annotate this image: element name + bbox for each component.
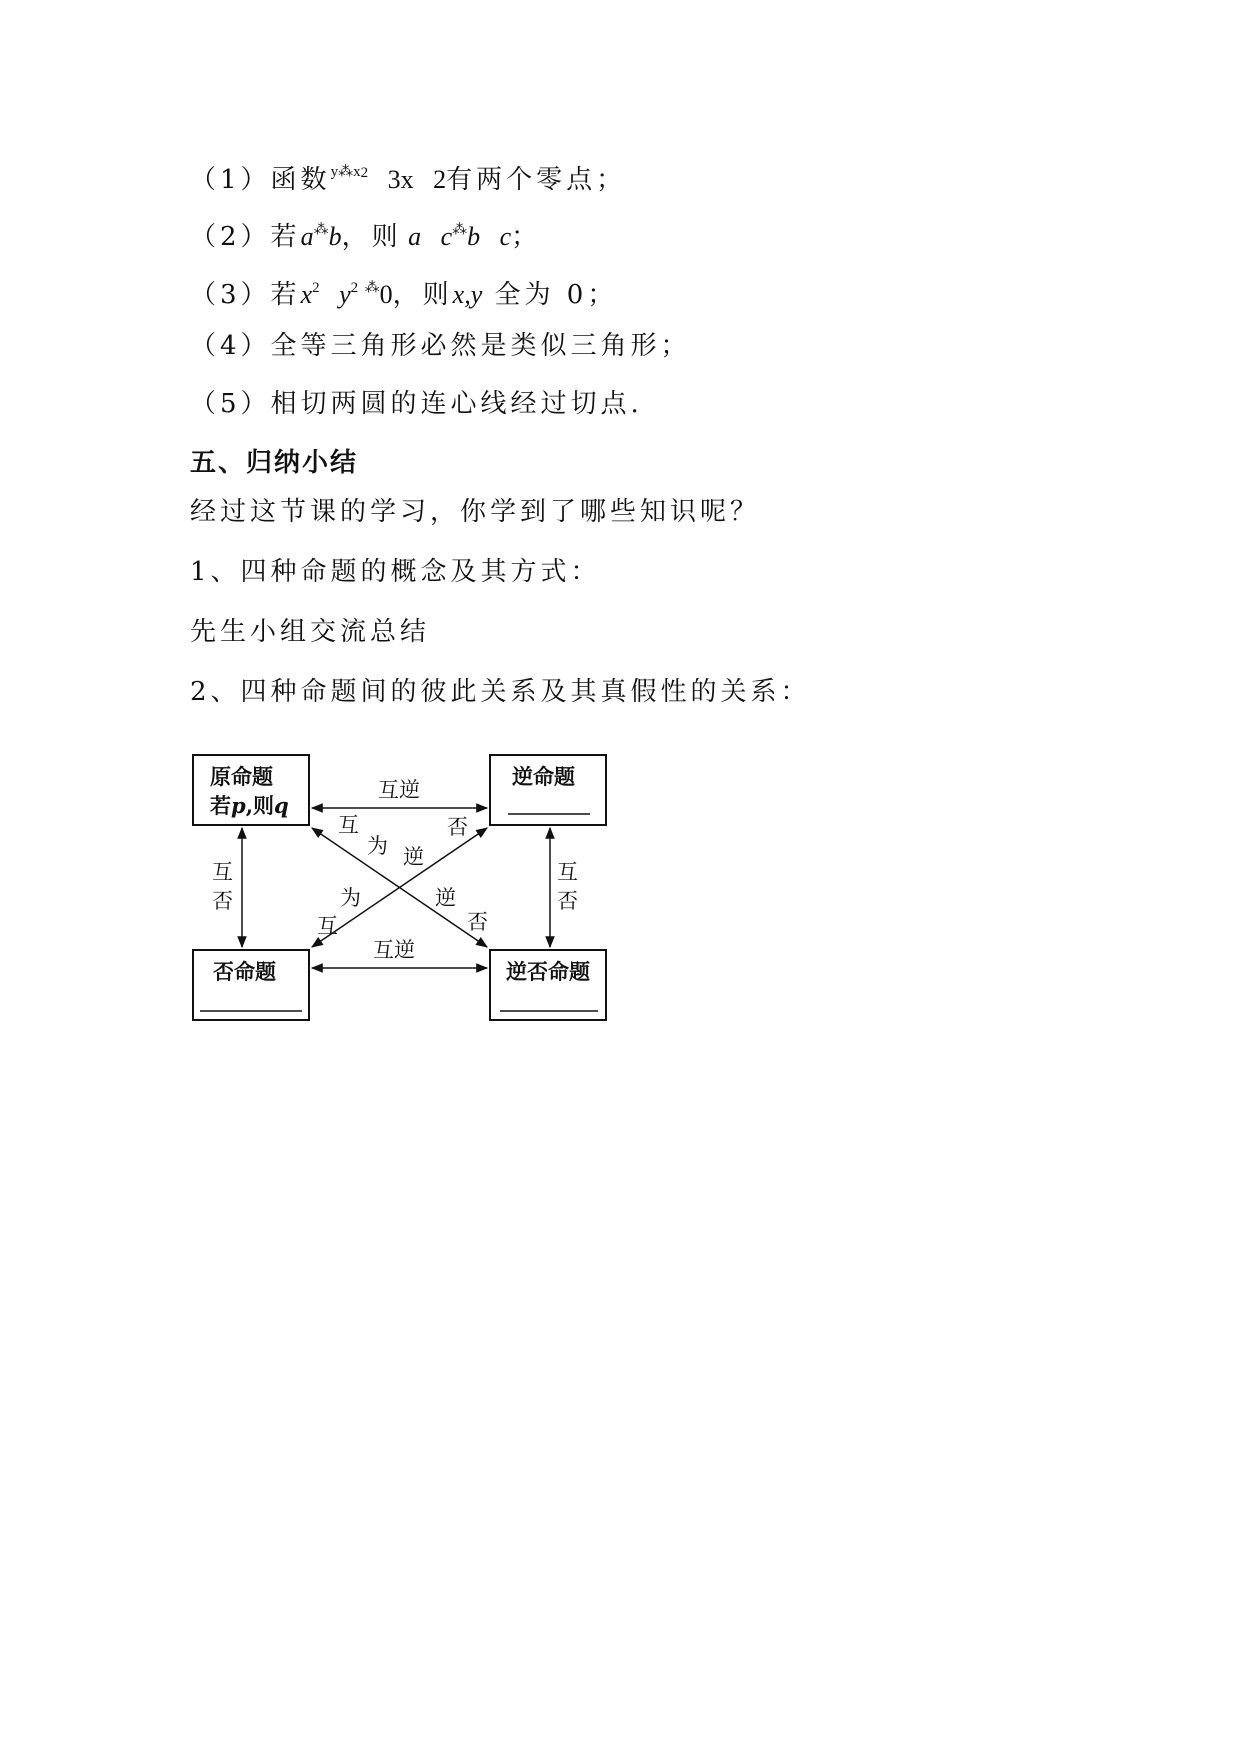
item-5-text: 相切两圆的连心线经过切点. bbox=[270, 389, 643, 419]
item-3-prefix: 若 bbox=[270, 280, 301, 310]
item-4-text: 全等三角形必然是类似三角形； bbox=[270, 331, 691, 361]
item-1-suffix: 有两个零点； bbox=[446, 165, 627, 195]
item-4-number: （4） bbox=[190, 331, 271, 361]
item-3-formula-2: x,y bbox=[452, 280, 483, 309]
item-3-middle: ，则 bbox=[392, 280, 453, 310]
item-1 bbox=[190, 155, 626, 197]
item-1-prefix: 函数 bbox=[270, 165, 331, 195]
item-3-suffix: 全为 0； bbox=[494, 280, 618, 310]
diagonal-a-label-4: 否 bbox=[447, 815, 468, 839]
summary-question: 经过这节课的学习，你学到了哪些知识呢？ bbox=[190, 497, 761, 527]
diagonal-b-label-4: 否 bbox=[467, 910, 488, 934]
item-1-number: （1） bbox=[190, 165, 271, 195]
item-4 bbox=[190, 329, 691, 363]
diagonal-a-label-3: 逆 bbox=[403, 845, 424, 869]
original-title: 原命题 bbox=[210, 764, 273, 789]
contrapositive-title: 逆否命题 bbox=[506, 959, 590, 984]
diagonal-a-label-2: 为 bbox=[367, 834, 388, 858]
summary-discussion: 先生小组交流总结 bbox=[190, 617, 431, 647]
four-propositions-diagram bbox=[190, 750, 630, 1030]
item-5 bbox=[190, 387, 643, 421]
converse-title: 逆命题 bbox=[512, 764, 575, 789]
item-2-prefix: 若 bbox=[270, 222, 301, 252]
inverse-title: 否命题 bbox=[213, 959, 276, 984]
left-label-2: 否 bbox=[212, 889, 233, 913]
diagonal-b-label-2: 互 bbox=[317, 914, 338, 938]
left-label-1: 互 bbox=[212, 860, 233, 884]
item-2-suffix: ； bbox=[511, 222, 542, 252]
item-3-number: （3） bbox=[190, 280, 271, 310]
item-2-formula-2: a c⁂b c bbox=[408, 222, 512, 251]
right-label-1: 互 bbox=[557, 860, 578, 884]
item-2-middle: ，则 bbox=[341, 222, 402, 252]
diagonal-b-label-3: 逆 bbox=[435, 886, 456, 910]
item-3-formula-1: $x^2$ $y^2$ ⁂0 bbox=[300, 280, 393, 309]
item-2-formula-1: a⁂b bbox=[300, 222, 342, 251]
top-arrow-label: 互逆 bbox=[378, 778, 420, 802]
summary-point-1: 1、四种命题的概念及其方式： bbox=[190, 557, 601, 587]
item-2-number: （2） bbox=[190, 222, 271, 252]
section-heading: 五、归纳小结 bbox=[190, 448, 359, 478]
bottom-arrow-label: 互逆 bbox=[373, 938, 415, 962]
item-5-number: （5） bbox=[190, 389, 271, 419]
item-1-formula: $^{y⁂x2}$ 3x 2 bbox=[330, 164, 447, 194]
summary-point-2: 2、四种命题间的彼此关系及其真假性的关系： bbox=[190, 677, 811, 707]
diagonal-b-label-1: 为 bbox=[340, 886, 361, 910]
diagonal-a-label-1: 互 bbox=[338, 813, 359, 837]
original-condition: 若p,则q bbox=[210, 793, 289, 818]
item-3 bbox=[190, 271, 617, 312]
right-label-2: 否 bbox=[557, 889, 578, 913]
item-2 bbox=[190, 213, 541, 254]
